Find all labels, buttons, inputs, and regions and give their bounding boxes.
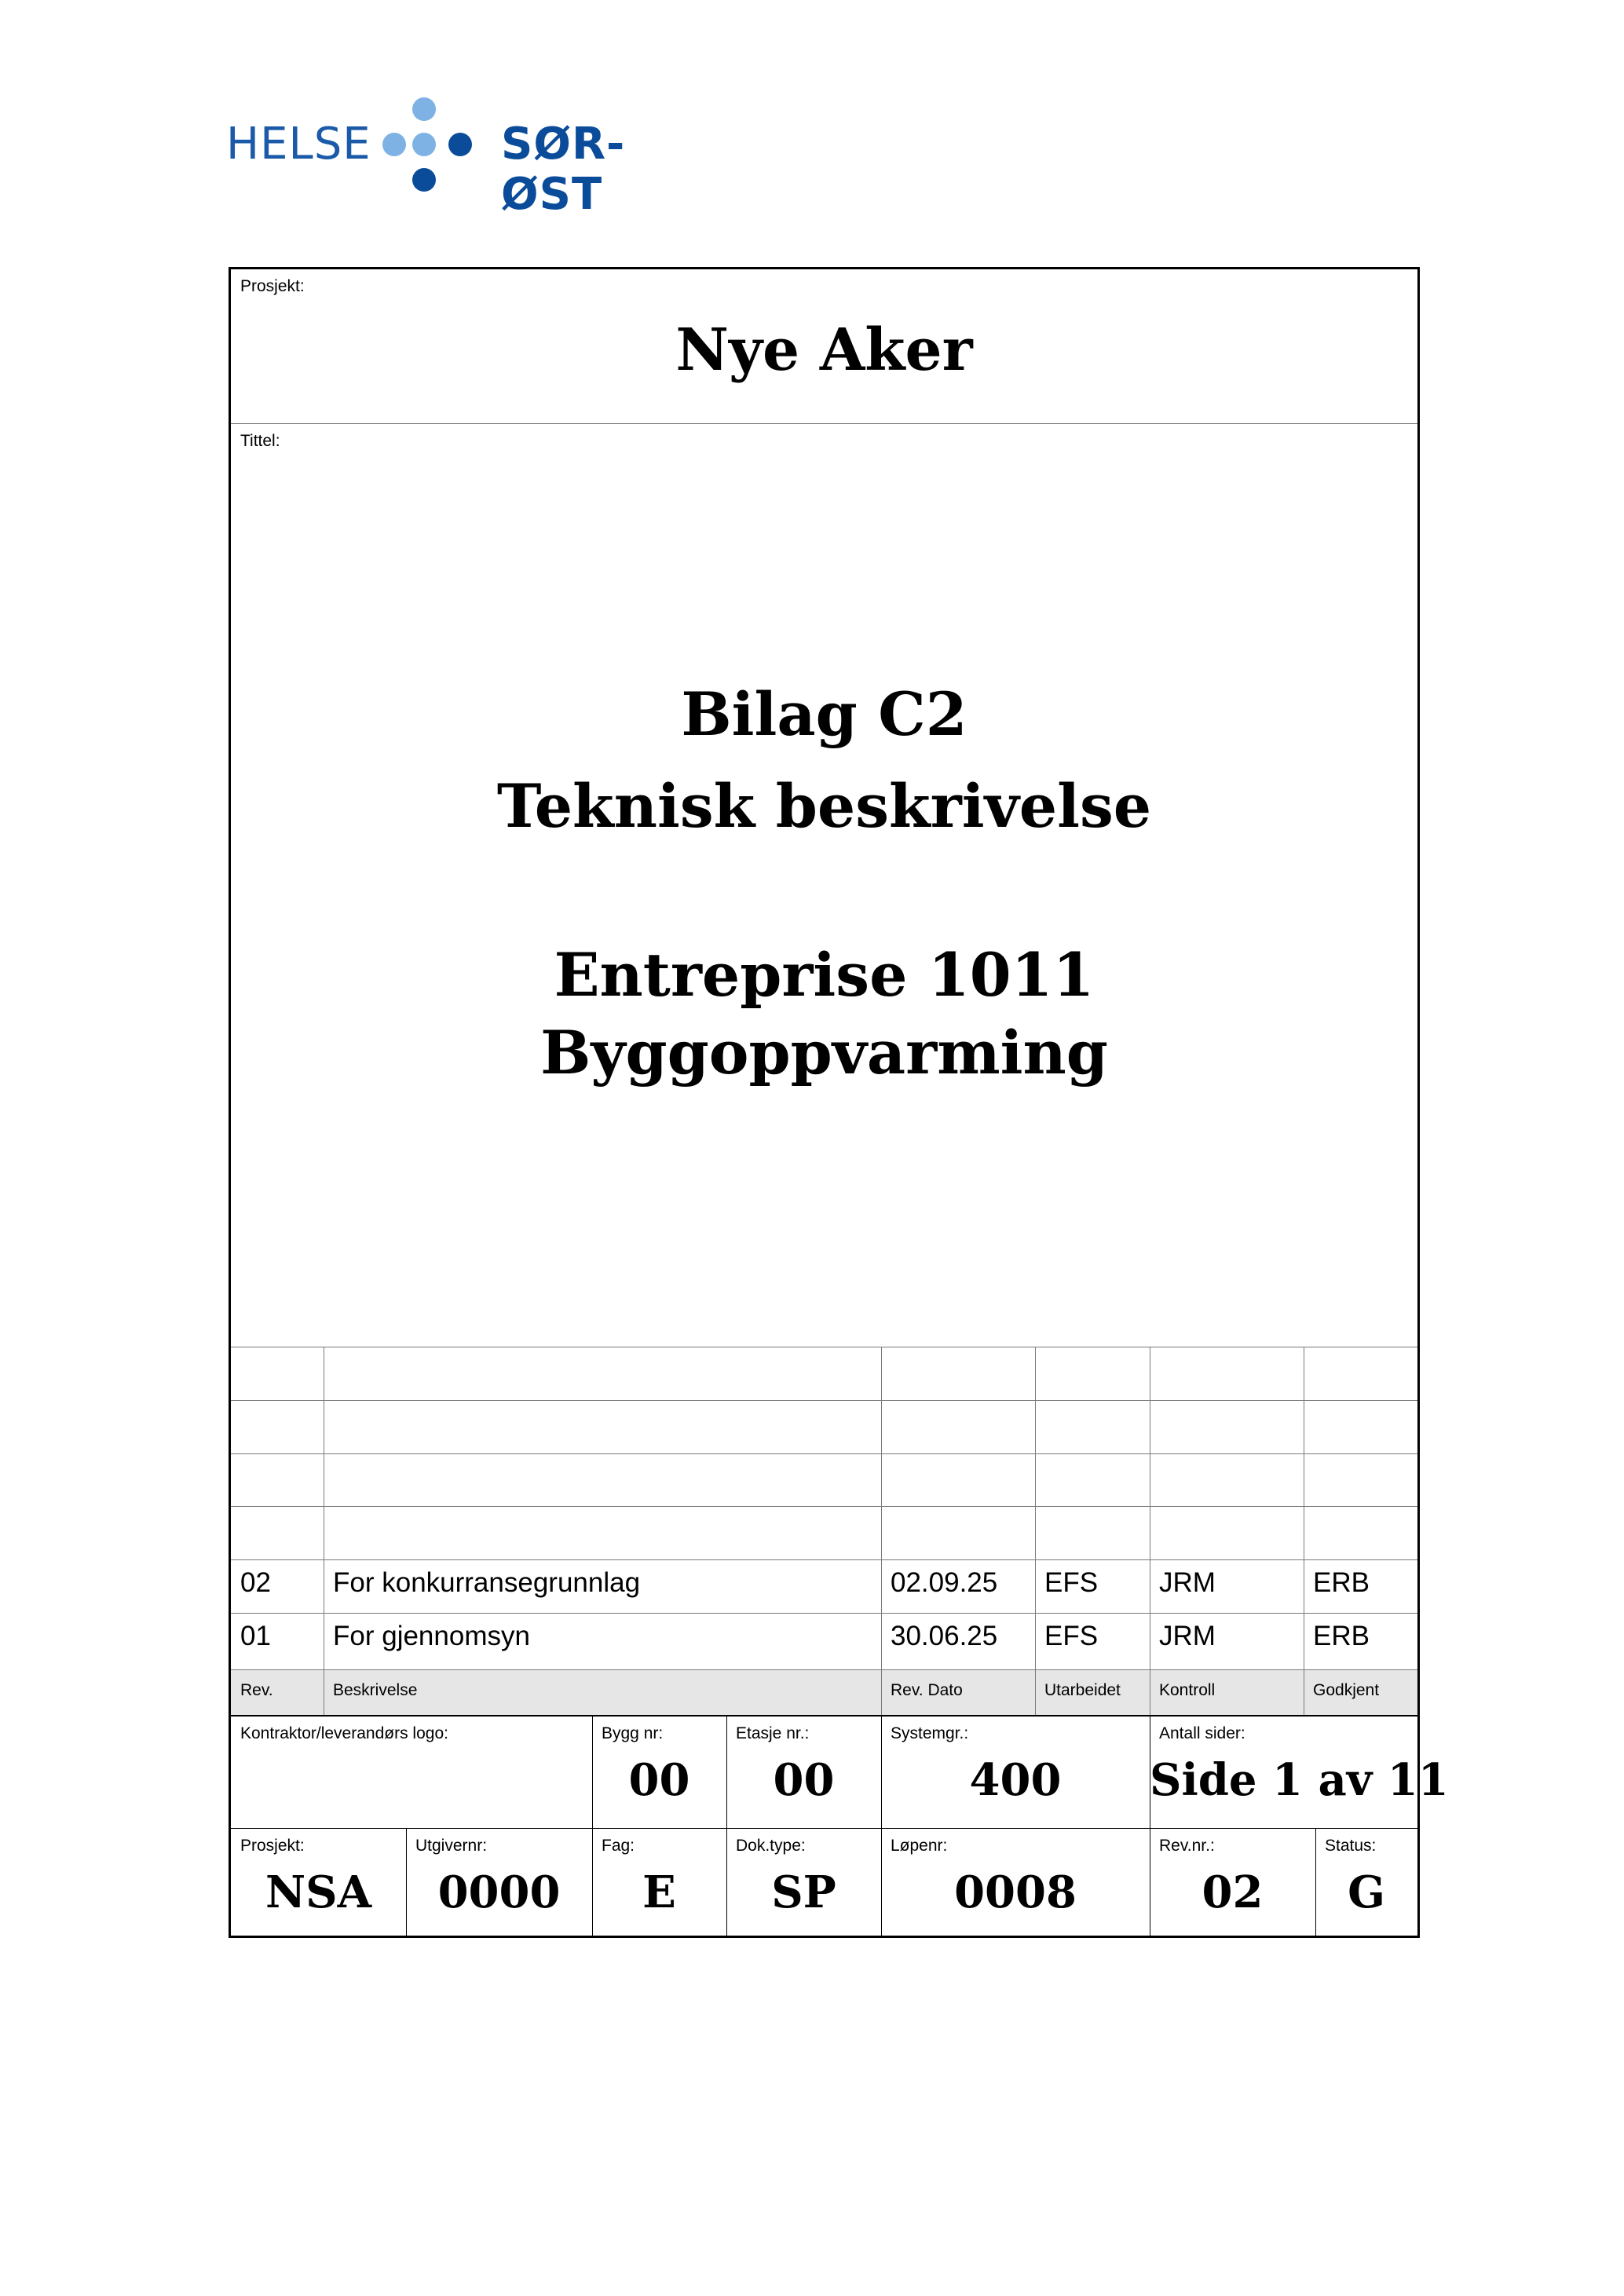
rev-number: 02 [240, 1567, 271, 1598]
rev-header-approved: Godkjent [1313, 1681, 1380, 1699]
project-name: Nye Aker [675, 316, 973, 384]
code-project-label: Prosjekt: [240, 1837, 305, 1855]
revno-label: Rev.nr.: [1159, 1837, 1215, 1855]
title-label: Tittel: [240, 432, 280, 450]
rev-number: 01 [240, 1621, 271, 1651]
building-cell [592, 1717, 726, 1828]
serial-cell [881, 1829, 1150, 1938]
rev-approved: ERB [1313, 1567, 1370, 1598]
rev-header-date: Rev. Dato [891, 1681, 963, 1699]
pages-label: Antall sider: [1159, 1724, 1245, 1742]
rev-date: 30.06.25 [891, 1621, 998, 1651]
title-line-3: Entreprise 1011 [554, 940, 1095, 1010]
title-cell [231, 424, 1417, 1500]
logo-word-sor-ost: SØR-ØST [501, 119, 626, 220]
doctype-cell [726, 1829, 881, 1938]
status-value: G [1348, 1866, 1385, 1918]
revision-header-row [231, 1670, 1417, 1716]
issuer-value: 0000 [437, 1866, 561, 1918]
discipline-label: Fag: [602, 1837, 635, 1855]
revno-cell [1150, 1829, 1315, 1938]
revision-row [231, 1613, 1417, 1669]
rev-prepared: EFS [1044, 1567, 1099, 1598]
project-header-cell [231, 269, 1417, 423]
issuer-cell [406, 1829, 592, 1938]
logo-dot-left [382, 133, 406, 156]
contractor-logo-cell [231, 1717, 592, 1828]
helse-sor-ost-logo [226, 93, 713, 220]
floor-label: Etasje nr.: [736, 1724, 810, 1742]
contractor-logo-label: Kontraktor/leverandørs logo: [240, 1724, 448, 1742]
logo-dot-right [448, 133, 472, 156]
rev-grid-line [231, 1453, 1417, 1454]
rev-description: For gjennomsyn [333, 1621, 530, 1651]
discipline-value: E [642, 1866, 676, 1918]
status-cell [1315, 1829, 1417, 1938]
title-line-2: Teknisk beskrivelse [496, 771, 1152, 841]
rev-header-checked: Kontroll [1159, 1681, 1216, 1699]
title-sheet-frame [229, 267, 1449, 1938]
serial-value: 0008 [954, 1866, 1077, 1918]
revision-row [231, 1559, 1417, 1613]
system-label: Systemgr.: [891, 1724, 969, 1742]
rev-header-rev: Rev. [240, 1681, 273, 1699]
discipline-cell [592, 1829, 726, 1938]
rev-checked: JRM [1159, 1621, 1216, 1651]
rev-date: 02.09.25 [891, 1567, 998, 1598]
doctype-value: SP [771, 1866, 836, 1918]
rev-checked: JRM [1159, 1567, 1216, 1598]
building-value: 00 [628, 1754, 690, 1806]
floor-value: 00 [773, 1754, 835, 1806]
logo-dot-top [412, 97, 436, 121]
system-value: 400 [969, 1754, 1062, 1806]
rev-header-prepared: Utarbeidet [1044, 1681, 1121, 1699]
building-label: Bygg nr: [602, 1724, 664, 1742]
doctype-label: Dok.type: [736, 1837, 806, 1855]
rev-grid-line [231, 1400, 1417, 1401]
rev-approved: ERB [1313, 1621, 1370, 1651]
project-label: Prosjekt: [240, 277, 305, 295]
issuer-label: Utgivernr: [415, 1837, 488, 1855]
serial-label: Løpenr: [891, 1837, 948, 1855]
rev-grid-line [231, 1506, 1417, 1507]
status-label: Status: [1325, 1837, 1377, 1855]
code-project-value: NSA [265, 1866, 372, 1918]
pages-cell [1150, 1717, 1449, 1828]
rev-description: For konkurransegrunnlag [333, 1567, 641, 1598]
revno-value: 02 [1202, 1866, 1264, 1918]
system-cell [881, 1717, 1150, 1828]
rev-grid-line [231, 1669, 1417, 1670]
logo-dot-bottom [412, 168, 436, 192]
rev-prepared: EFS [1044, 1621, 1099, 1651]
pages-value: Side 1 av 11 [1150, 1754, 1449, 1806]
title-line-4: Byggoppvarming [540, 1018, 1108, 1088]
code-project-cell [231, 1829, 406, 1938]
title-line-1: Bilag C2 [681, 679, 967, 749]
logo-word-helse: HELSE [226, 119, 371, 170]
floor-cell [726, 1717, 881, 1828]
logo-dot-center [412, 133, 436, 156]
rev-header-description: Beskrivelse [333, 1681, 418, 1699]
